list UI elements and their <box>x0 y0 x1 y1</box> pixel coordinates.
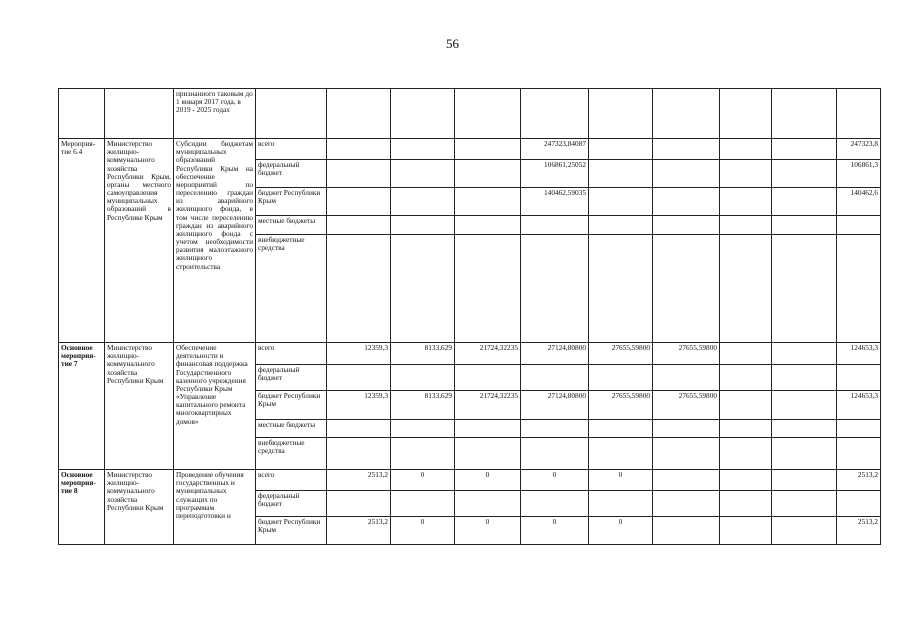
value-extra <box>772 343 837 365</box>
value-2019: 12359,3 <box>327 391 391 420</box>
value-2019: 2513,2 <box>327 470 391 491</box>
value-2019 <box>327 188 391 216</box>
table-row <box>59 343 881 365</box>
value-total: 2513,2 <box>837 517 881 545</box>
value-extra <box>772 139 837 160</box>
value-2019 <box>327 139 391 160</box>
value-extra <box>772 470 837 491</box>
value-2021 <box>455 160 521 188</box>
value-2025 <box>720 188 772 216</box>
value-2022: 140462,59035 <box>521 188 589 216</box>
value-2024 <box>653 517 720 545</box>
value-total: 106861,3 <box>837 160 881 188</box>
value-2021: 21724,32235 <box>455 343 521 365</box>
source-cell: всего <box>256 139 327 160</box>
value-2020: 0 <box>391 517 455 545</box>
table-row <box>59 139 881 160</box>
value-extra <box>772 160 837 188</box>
value-2022: 106861,25052 <box>521 160 589 188</box>
value-total: 247323,8 <box>837 139 881 160</box>
value-2019 <box>327 160 391 188</box>
table-row <box>59 470 881 491</box>
value-extra <box>772 517 837 545</box>
measure-name-cell: Мероприя-тие 6.4 <box>59 139 105 343</box>
value-2021: 0 <box>455 470 521 491</box>
source-cell: внебюджетные средства <box>256 438 327 470</box>
value-extra <box>772 391 837 420</box>
value-2021 <box>455 188 521 216</box>
measure-name-cell: Основное мероприя-тие 8 <box>59 470 105 545</box>
value-2022: 0 <box>521 517 589 545</box>
value-2023: 27655,59800 <box>589 391 653 420</box>
description-cell: Субсидии бюджетам муниципальных образований Республики Крым на обеспечение мероприятий по переселению граждан из аварийного жилищного фонда, в том числе переселению граждан из аварийного жилищного фонда с учетом необходимости развития малоэтажного жилищного строительства <box>174 139 256 343</box>
value-2023: 0 <box>589 517 653 545</box>
value-total: 124653,3 <box>837 391 881 420</box>
value-2021: 21724,32235 <box>455 391 521 420</box>
value-2021: 0 <box>455 517 521 545</box>
value-2022: 27124,80800 <box>521 343 589 365</box>
value-2020 <box>391 139 455 160</box>
budget-table <box>58 88 881 545</box>
value-total: 2513,2 <box>837 470 881 491</box>
source-cell: федеральный бюджет <box>256 491 327 517</box>
value-2024 <box>653 160 720 188</box>
value-2025 <box>720 139 772 160</box>
source-cell: внебюджетные средства <box>256 235 327 343</box>
source-cell: бюджет Республики Крым <box>256 517 327 545</box>
value-total: 124653,3 <box>837 343 881 365</box>
description-cell: Проведение обучения государственных и муниципальных служащих по программам переподготовки и <box>174 470 256 545</box>
value-total: 140462,6 <box>837 188 881 216</box>
value-2022: 0 <box>521 470 589 491</box>
value-2023 <box>589 139 653 160</box>
value-2023: 27655,59800 <box>589 343 653 365</box>
value-2024: 27655,59800 <box>653 391 720 420</box>
measure-name-cell: Основное мероприя-тие 7 <box>59 343 105 470</box>
executor-cell: Министерство жилищно-коммунального хозяйства Республики Крым <box>105 470 174 545</box>
source-cell: всего <box>256 470 327 491</box>
value-2022: 27124,80800 <box>521 391 589 420</box>
value-2025 <box>720 517 772 545</box>
description-cell: Обеспечение деятельности и финансовая поддержка Государственного казенного учреждения Республики Крым «Управление капитального ремонта многоквартирных домов» <box>174 343 256 470</box>
value-2023: 0 <box>589 470 653 491</box>
source-cell: всего <box>256 343 327 365</box>
executor-cell: Министерство жилищно-коммунального хозяйства Республики Крым, органы местного самоуправления муниципальных образований в Республике Крым <box>105 139 174 343</box>
value-2020: 8133,629 <box>391 391 455 420</box>
value-2023 <box>589 188 653 216</box>
value-2019: 2513,2 <box>327 517 391 545</box>
source-cell: бюджет Республики Крым <box>256 188 327 216</box>
value-2020: 0 <box>391 470 455 491</box>
value-2022: 247323,84087 <box>521 139 589 160</box>
value-2025 <box>720 470 772 491</box>
source-cell: федеральный бюджет <box>256 160 327 188</box>
continuation-row <box>59 89 881 139</box>
value-2024 <box>653 139 720 160</box>
source-cell: бюджет Республики Крым <box>256 391 327 420</box>
value-extra <box>772 188 837 216</box>
value-2024: 27655,59800 <box>653 343 720 365</box>
value-2024 <box>653 188 720 216</box>
source-cell: местные бюджеты <box>256 420 327 438</box>
value-2020 <box>391 160 455 188</box>
value-2025 <box>720 343 772 365</box>
description-cell: признанного таковым до 1 января 2017 года, в 2019 - 2025 годах <box>174 89 256 139</box>
source-cell: федеральный бюджет <box>256 365 327 391</box>
value-2020: 8133,629 <box>391 343 455 365</box>
page-number: 56 <box>446 36 459 51</box>
value-2020 <box>391 188 455 216</box>
value-2025 <box>720 391 772 420</box>
value-2024 <box>653 470 720 491</box>
value-2023 <box>589 160 653 188</box>
value-2025 <box>720 160 772 188</box>
value-2021 <box>455 139 521 160</box>
executor-cell: Министерство жилищно-коммунального хозяйства Республики Крым <box>105 343 174 470</box>
source-cell: местные бюджеты <box>256 216 327 235</box>
value-2019: 12359,3 <box>327 343 391 365</box>
